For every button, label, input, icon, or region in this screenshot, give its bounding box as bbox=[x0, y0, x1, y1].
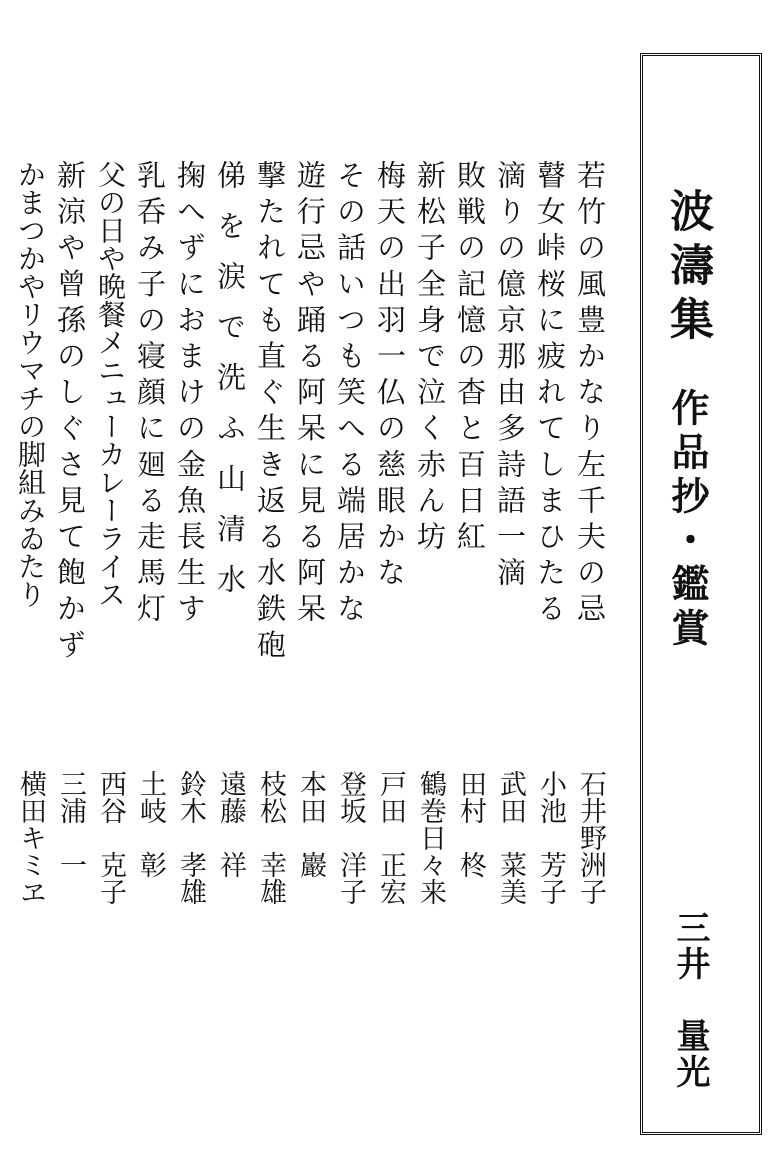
poet-name: 鈴木 孝雄 bbox=[175, 770, 206, 905]
haiku-text: 敗戦の記憶の杳と百日紅 bbox=[453, 160, 487, 558]
haiku-text: 瞽女峠桜に疲れてしまひたる bbox=[533, 160, 567, 630]
poet-name: 石井野洲子 bbox=[575, 770, 606, 905]
poet-name: 武田 菜美 bbox=[495, 770, 526, 905]
haiku-text: 滴りの億京那由多詩語一滴 bbox=[493, 160, 527, 594]
haiku-text: 撃たれても直ぐ生き返る水鉄砲 bbox=[253, 160, 287, 666]
poet-name: 小池 芳子 bbox=[535, 770, 566, 905]
author-name: 三井 量光 bbox=[670, 910, 710, 1090]
poet-name: 枝松 幸雄 bbox=[255, 770, 286, 905]
poet-name: 横田キミヱ bbox=[15, 770, 46, 905]
haiku-text: 新松子全身で泣く赤ん坊 bbox=[413, 160, 447, 558]
poet-name: 西谷 克子 bbox=[95, 770, 126, 905]
haiku-text: 遊行忌や踊る阿呆に見る阿呆 bbox=[293, 160, 327, 630]
haiku-text: 若竹の風豊かなり左千夫の忌 bbox=[573, 160, 607, 630]
poet-name: 登坂 洋子 bbox=[335, 770, 366, 905]
haiku-text: 掬へずにおまけの金魚長生す bbox=[173, 160, 207, 630]
poet-name: 土岐 彰 bbox=[135, 770, 166, 878]
page-title: 波濤集 bbox=[662, 188, 713, 350]
poet-name: 鶴巻日々来 bbox=[415, 770, 446, 905]
haiku-text: かまつかやリウマチの脚組みゐたり bbox=[14, 160, 47, 608]
haiku-text: 乳呑み子の寝顔に廻る走馬灯 bbox=[133, 160, 167, 630]
poet-name: 田村 柊 bbox=[455, 770, 486, 878]
poet-name: 本田 巖 bbox=[295, 770, 326, 878]
poet-name: 戸田 正宏 bbox=[375, 770, 406, 905]
haiku-text: 父の日や晩餐メニューカレーライス bbox=[94, 160, 127, 608]
poet-name: 遠藤 祥 bbox=[215, 770, 246, 878]
haiku-list bbox=[14, 160, 610, 1120]
haiku-text: その話いつも笑へる端居かな bbox=[333, 160, 367, 630]
poet-name: 三浦 一 bbox=[55, 770, 86, 878]
haiku-text: 俤を涙で洗ふ山清水 bbox=[213, 160, 247, 615]
haiku-text: 新涼や曾孫のしぐさ見て飽かず bbox=[53, 160, 87, 666]
page-subtitle: 作品抄・鑑賞 bbox=[665, 388, 710, 652]
haiku-text: 梅天の出羽一仏の慈眼かな bbox=[373, 160, 407, 594]
